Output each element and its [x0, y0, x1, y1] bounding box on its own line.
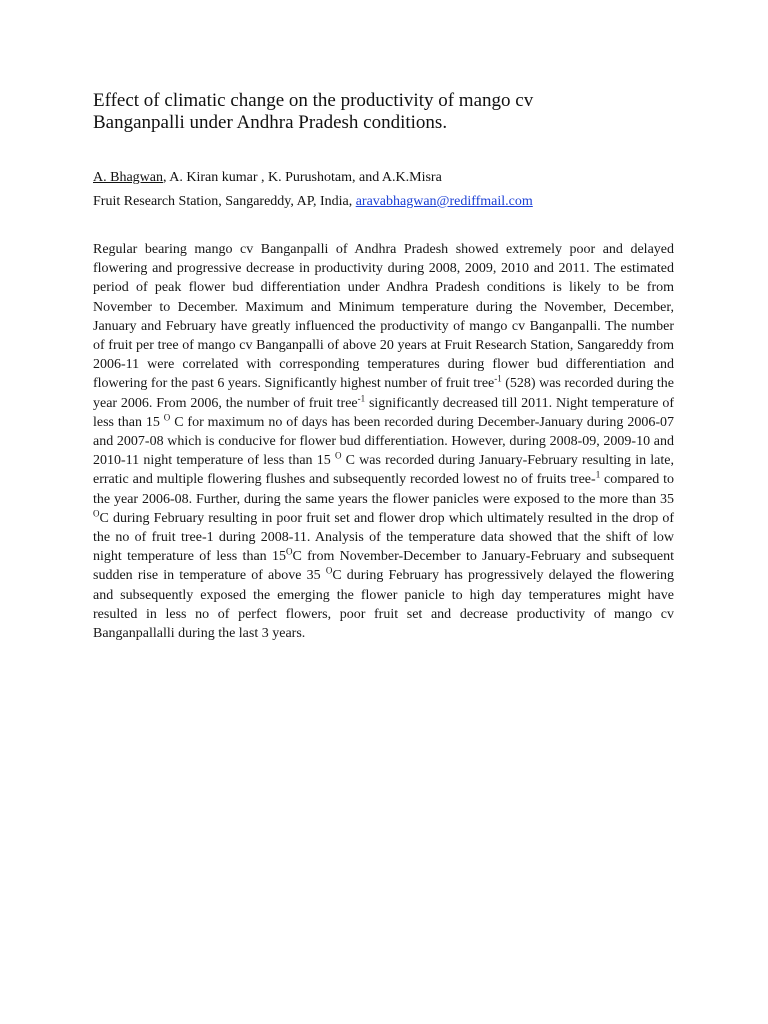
- superscript: O: [285, 546, 293, 557]
- abstract-text: C during February has progressively delayed the flowering and subsequently exposed the emerging the flower panicle to high day temperatures might have resulted in less no of perfect flowers, poor fruit set and decrease productivity of mango cv Banganpallalli during the last 3 years.: [93, 568, 674, 642]
- affiliation: [93, 193, 693, 211]
- abstract-text: compared to the year 2006-08. Further, during the same years the flower panicles were exposed to the more than 35: [93, 472, 674, 507]
- abstract-paragraph: [93, 240, 674, 643]
- superscript: O: [163, 412, 171, 423]
- title-line-2: Banganpalli under Andhra Pradesh conditions.: [93, 112, 448, 133]
- abstract-text: Regular bearing mango cv Banganpalli of Andhra Pradesh showed extremely poor and delayed flowering and progressive decrease in productivity during 2008, 2009, 2010 and 2011. The estimated period of peak flower bud differentiation under Andhra Pradesh conditions is likely to be from November to December. Maximum and Minimum temperature during the November, December, January and February have greatly influenced the productivity of mango cv Banganpalli. The number of fruit per tree of mango cv Banganpalli of above 20 years at Fruit Research Station, Sangareddy from 2006-11 were correlated with corresponding temperatures during flower bud differentiation and flowering for the past 6 years. Significantly highest number of fruit tree: [93, 242, 674, 392]
- first-author: A. Bhagwan: [93, 170, 163, 185]
- abstract-text: C for maximum no of days has been recorded during December-January during 2006-07 and 2007-08 which is conducive for flower bud differentiation. However, during 2008-09, 2009-10 and 2010-11 night temperature of less than 15: [93, 414, 674, 469]
- abstract-text: (528) was recorded during the year 2006. From 2006, the number of fruit tree: [93, 376, 674, 411]
- abstract-text: C from November-December to January-February and subsequent sudden rise in temperature of above 35: [93, 549, 674, 584]
- superscript: O: [93, 508, 100, 519]
- email-link[interactable]: aravabhagwan@rediffmail.com: [355, 194, 533, 209]
- document-title: [93, 90, 653, 134]
- superscript: -1: [494, 373, 502, 384]
- superscript: O: [334, 450, 342, 461]
- superscript: -1: [357, 392, 366, 403]
- author-list: [93, 169, 693, 187]
- abstract-text: C was recorded during January-February resulting in late, erratic and multiple flowering flushes and subsequently recorded lowest no of fruits tree-: [93, 453, 674, 488]
- abstract-text: C during February resulting in poor fruit set and flower drop which ultimately resulted in the drop of the no of fruit tree-1 during 2008-11. Analysis of the temperature data showed that the shift of low night temperature of less than 15: [93, 510, 674, 565]
- co-authors: , A. Kiran kumar , K. Purushotam, and A.K.Misra: [163, 170, 442, 185]
- superscript: O: [325, 565, 333, 576]
- abstract-text: significantly decreased till 2011. Night temperature of less than 15: [93, 395, 675, 430]
- affiliation-text: Fruit Research Station, Sangareddy, AP, India,: [93, 194, 356, 209]
- title-line-1: Effect of climatic change on the productivity of mango cv: [93, 90, 534, 111]
- superscript: 1: [595, 469, 601, 480]
